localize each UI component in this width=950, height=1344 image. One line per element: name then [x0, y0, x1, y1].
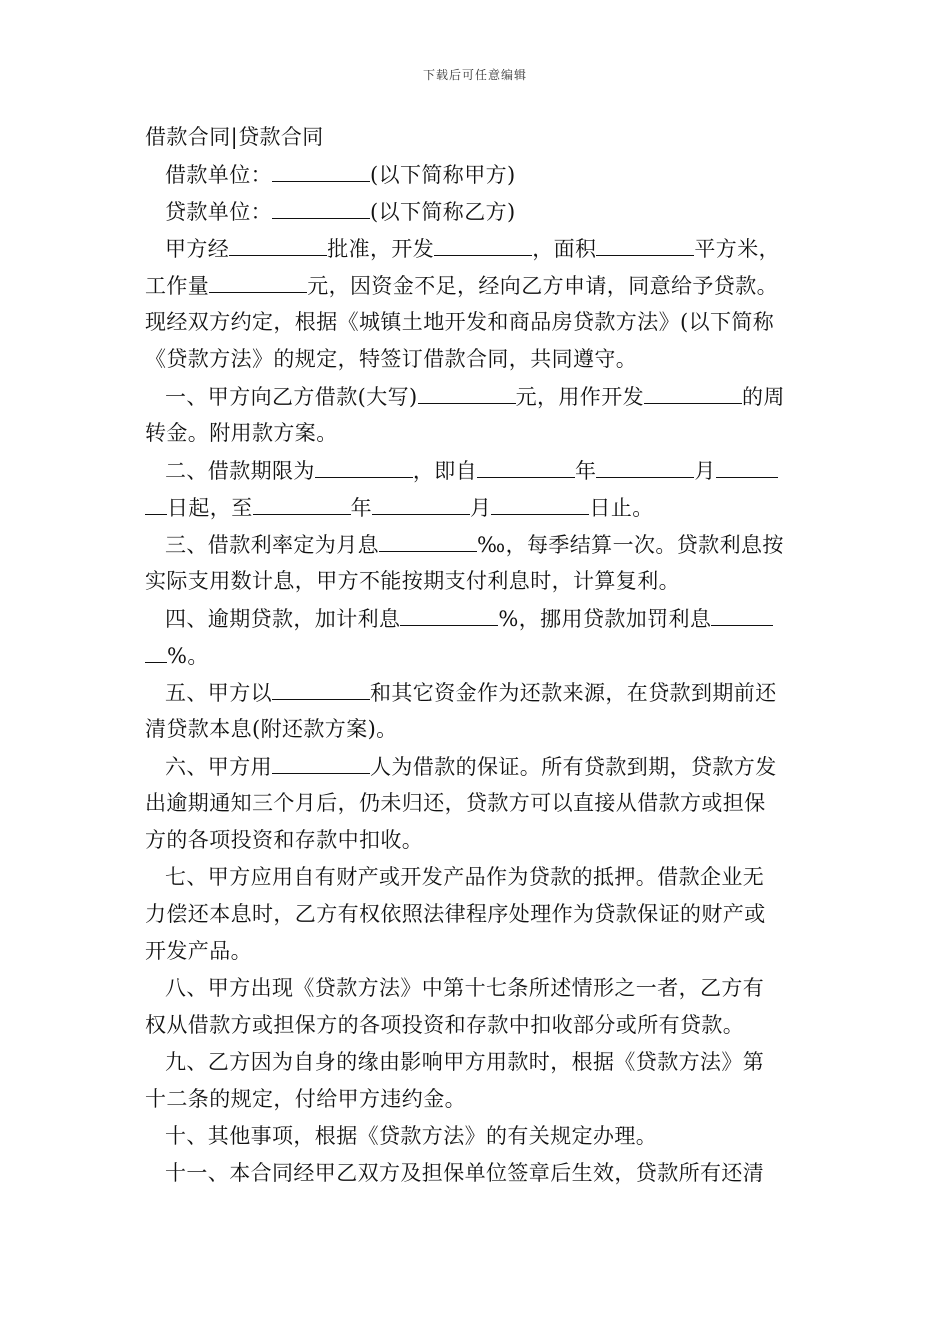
clause-10: 十、其他事项，根据《贷款方法》的有关规定办理。 [165, 1124, 658, 1148]
clause-7: 七、甲方应用自有财产或开发产品作为贷款的抵押。借款企业无 [165, 865, 765, 889]
paragraph-line: 方的各项投资和存款中扣收。 [145, 828, 424, 852]
document-title: 借款合同|贷款合同 [145, 125, 324, 149]
blank-field [434, 235, 532, 256]
blank-field [644, 383, 742, 404]
blank-field [491, 494, 589, 515]
blank-field [418, 383, 516, 404]
clause-1: 一、甲方向乙方借款(大写) 元，用作开发 的周 [165, 385, 785, 409]
paragraph-line: 开发产品。 [145, 939, 252, 963]
paragraph-line: 出逾期通知三个月后，仍未归还，贷款方可以直接从借款方或担保 [145, 791, 766, 815]
paragraph-line: 实际支用数计息，甲方不能按期支付利息时，计算复利。 [145, 569, 680, 593]
paragraph-line: 力偿还本息时，乙方有权依照法律程序处理作为贷款保证的财产或 [145, 902, 766, 926]
blank-field [145, 494, 167, 515]
borrower-line: 借款单位： (以下简称甲方) [165, 163, 516, 187]
paragraph-line: 《贷款方法》的规定，特签订借款合同，共同遵守。 [145, 347, 638, 371]
blank-field [209, 272, 307, 293]
clause-9: 九、乙方因为自身的缘由影响甲方用款时，根据《贷款方法》第 [165, 1050, 765, 1074]
blank-field [711, 605, 773, 626]
blank-field [400, 605, 498, 626]
clause-8: 八、甲方出现《贷款方法》中第十七条所述情形之一者，乙方有 [165, 976, 765, 1000]
paragraph-line: 日起，至 年 月 日止。 [145, 494, 654, 521]
clause-6: 六、甲方用 人为借款的保证。所有贷款到期，贷款方发 [165, 755, 777, 779]
paragraph-line: 工作量 元，因资金不足，经向乙方申请，同意给予贷款。 [145, 274, 779, 298]
paragraph-line: 十二条的规定，付给甲方违约金。 [145, 1087, 466, 1111]
paragraph-line: 转金。附用款方案。 [145, 421, 338, 445]
paragraph-line: 现经双方约定，根据《城镇土地开发和商品房贷款方法》(以下简称 [145, 310, 775, 334]
clause-5: 五、甲方以 和其它资金作为还款来源，在贷款到期前还 [165, 681, 777, 705]
clause-2: 二、借款期限为 ，即自 年 月 [165, 457, 778, 484]
blank-field [272, 161, 370, 182]
blank-field [229, 235, 327, 256]
blank-field [272, 198, 370, 219]
paragraph-line: %。 [145, 642, 209, 669]
blank-field [596, 457, 694, 478]
paragraph-line: 甲方经 批准，开发 ，面积 平方米， [165, 237, 781, 261]
blank-field [372, 494, 470, 515]
paragraph-line: 权从借款方或担保方的各项投资和存款中扣收部分或所有贷款。 [145, 1013, 745, 1037]
lender-line: 贷款单位： (以下简称乙方) [165, 200, 516, 224]
blank-field [253, 494, 351, 515]
blank-field [145, 642, 167, 663]
blank-field [716, 457, 778, 478]
blank-field [272, 679, 370, 700]
blank-field [596, 235, 694, 256]
blank-field [272, 753, 370, 774]
clause-4: 四、逾期贷款，加计利息 %，挪用贷款加罚利息 [165, 605, 773, 632]
page-header: 下载后可任意编辑 [422, 68, 527, 82]
clause-11: 十一、本合同经甲乙双方及担保单位签章后生效，贷款所有还清 [165, 1161, 765, 1185]
blank-field [379, 531, 477, 552]
paragraph-line: 清贷款本息(附还款方案)。 [145, 717, 398, 741]
clause-3: 三、借款利率定为月息 ‰，每季结算一次。贷款利息按 [165, 533, 784, 557]
blank-field [477, 457, 575, 478]
blank-field [315, 457, 413, 478]
